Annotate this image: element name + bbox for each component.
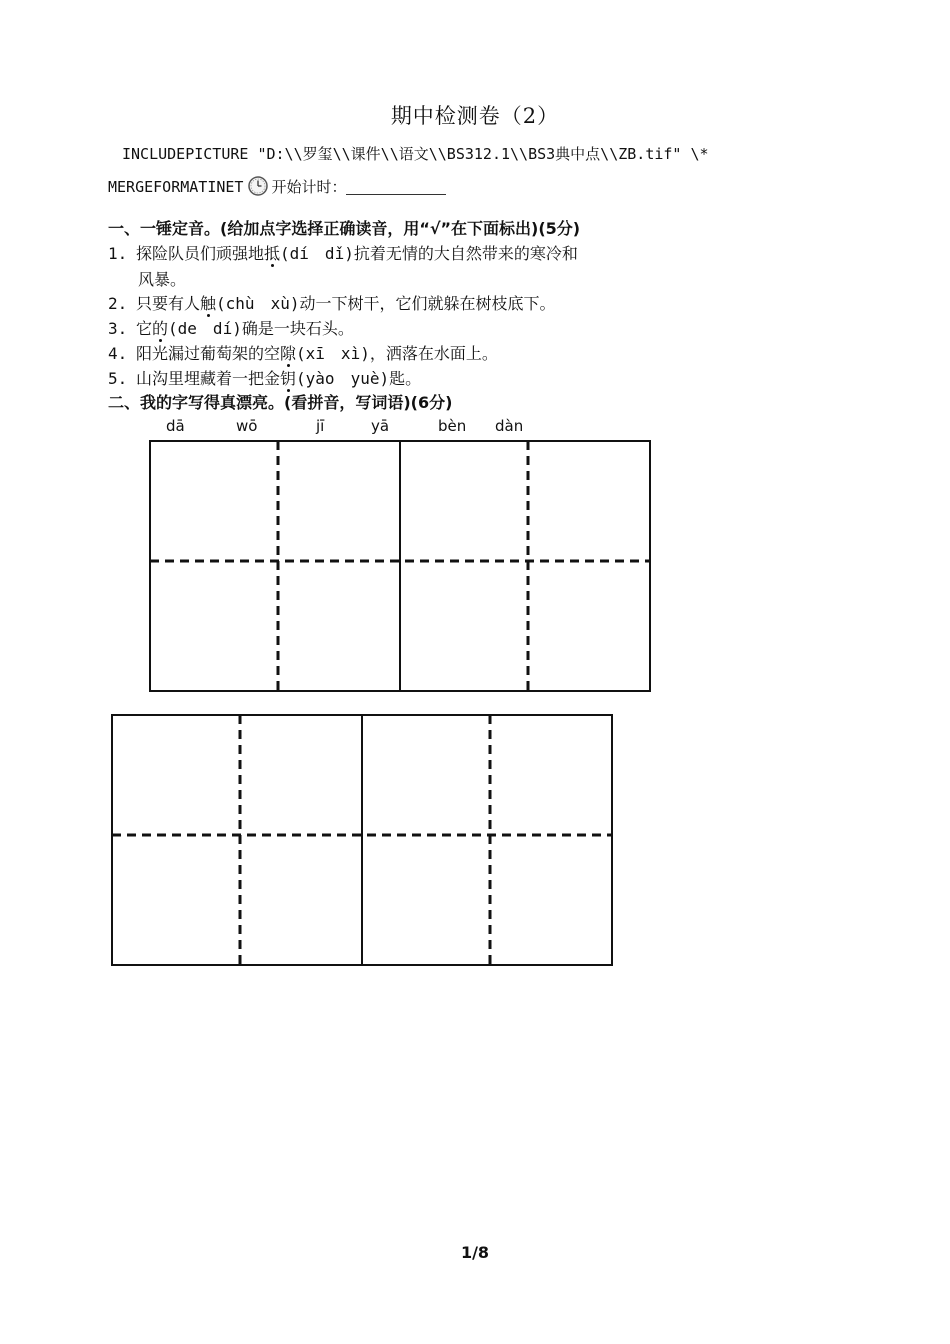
pinyin-label: wō: [236, 417, 258, 435]
page-title: 期中检测卷（2）: [390, 104, 560, 128]
question-text: 它: [136, 319, 153, 338]
question-text-after: ，洒落在水面上。: [369, 344, 498, 363]
reading-options[interactable]: (de dí): [168, 319, 242, 338]
pinyin-label: bèn: [438, 417, 467, 435]
writing-grid-1[interactable]: [148, 439, 652, 693]
question-text: 阳光漏过葡萄架的空: [136, 344, 281, 363]
section-1-heading: 一、一锤定音。(给加点字选择正确读音，用“√”在下面标出)(5分): [108, 219, 581, 238]
dotted-character: 的: [152, 319, 169, 338]
question-text: 只要有人: [136, 294, 201, 313]
pinyin-label: dā: [166, 417, 185, 435]
question-text-after: 抗着无情的大自然带来的寒冷和: [353, 244, 578, 263]
question-number: 5.: [108, 369, 128, 388]
pinyin-label: dàn: [495, 417, 524, 435]
timer-label: 开始计时：: [271, 178, 347, 196]
pinyin-label: yā: [371, 417, 390, 435]
question-number: 2.: [108, 294, 128, 313]
question-text-after: 匙。: [389, 369, 422, 388]
question-number: 4.: [108, 344, 128, 363]
question-item: [108, 316, 354, 339]
dotted-character: 隙: [280, 344, 297, 363]
field-code-line: INCLUDEPICTURE "D:\\罗玺\\课件\\语文\\BS312.1\\BS3典中点\\ZB.tif" \*: [122, 145, 709, 163]
section-2-heading: 二、我的字写得真漂亮。(看拼音，写词语)(6分): [108, 393, 453, 412]
dotted-character: 触: [200, 294, 217, 313]
question-text-after: 确是一块石头。: [241, 319, 354, 338]
field-code-line-2: [108, 175, 898, 197]
question-text-after: 动一下树干，它们就躲在树枝底下。: [299, 294, 556, 313]
question-number: 1.: [108, 244, 128, 263]
field-code-format: MERGEFORMATINET: [108, 178, 244, 196]
question-item: [108, 341, 498, 364]
pinyin-row: [108, 417, 668, 437]
timer-input[interactable]: [346, 180, 446, 195]
reading-options[interactable]: (dí dǐ): [280, 244, 354, 263]
reading-options[interactable]: (chù xù): [216, 294, 300, 313]
writing-grid-2[interactable]: [110, 713, 614, 967]
pinyin-label: jī: [316, 417, 325, 435]
question-continuation: 风暴。: [138, 270, 187, 289]
clock-icon: [247, 175, 269, 197]
reading-options[interactable]: (xī xì): [296, 344, 370, 363]
question-item: [108, 241, 578, 264]
question-text: 山沟里埋藏着一把金: [136, 369, 281, 388]
question-item: [108, 291, 555, 314]
reading-options[interactable]: (yào yuè): [296, 369, 390, 388]
dotted-character: 抵: [264, 244, 281, 263]
page-number: 1/8: [460, 1243, 490, 1262]
question-text: 探险队员们顽强地: [136, 244, 265, 263]
question-item: [108, 366, 421, 389]
dotted-character: 钥: [280, 369, 297, 388]
question-number: 3.: [108, 319, 128, 338]
